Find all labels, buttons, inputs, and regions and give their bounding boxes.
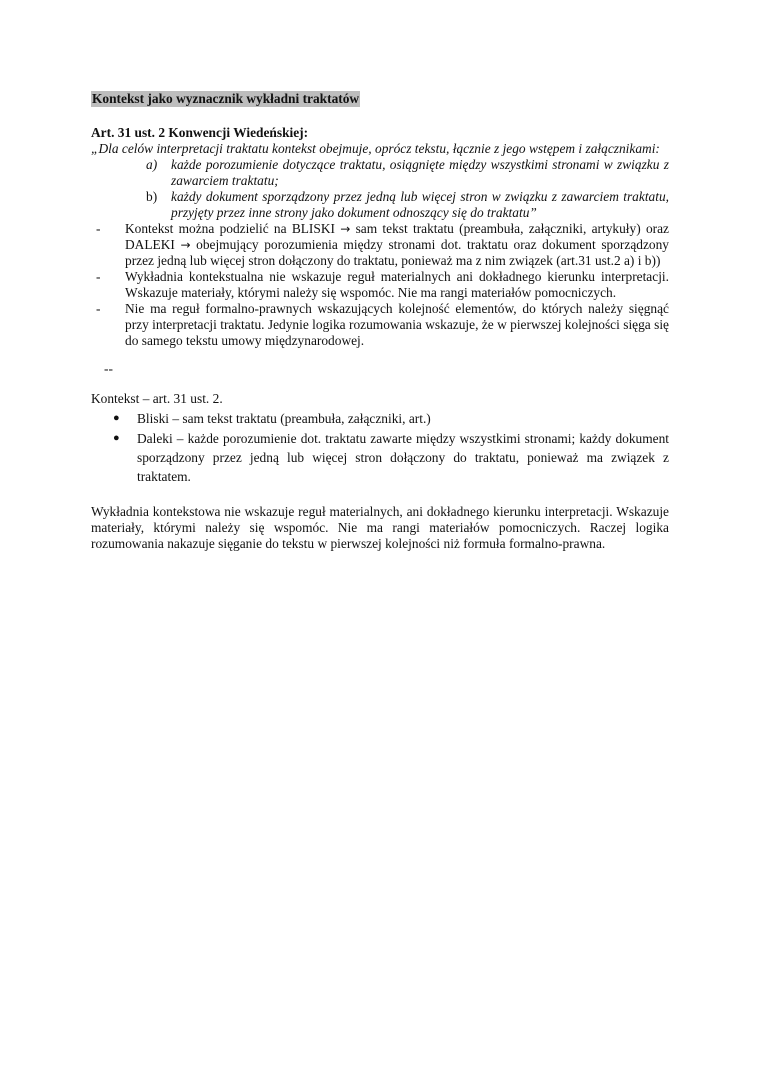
dash-item-context-division [96,221,669,269]
context-heading: Kontekst – art. 31 ust. 2. [91,391,223,406]
bullet-icon: ● [113,432,120,444]
quote-item-marker: a) [146,157,158,172]
quote-item-marker: b) [146,189,158,204]
quote-item-b [146,189,669,221]
right-arrow-icon: → [340,222,351,236]
article-heading: Art. 31 ust. 2 Konwencji Wiedeńskiej: [91,125,309,140]
dash-marker: - [96,221,101,236]
dash-text-part: obejmujący porozumienia między stronami dot. traktatu oraz dokument sporządzony przez jedną lub więcej stron dołączony do traktatu, ponieważ ma z nim związek (art.31 ust.2 a) i b)) [125,237,669,268]
document-page [91,91,669,565]
bullet-item-far [113,429,669,486]
quote-item-text: każdy dokument sporządzony przez jedną lub więcej stron w związku z zawarciem traktatu, przyjęty przez inne strony jako dokument odnoszący się do traktatu” [171,189,669,220]
quote-list [146,157,669,221]
quote-item-text: każde porozumienie dotyczące traktatu, osiągnięte między wszystkimi stronami w związku z zawarciem traktatu; [171,157,669,188]
dash-marker: - [96,301,101,316]
bullet-icon: ● [113,412,120,424]
summary-paragraph: Wykładnia kontekstowa nie wskazuje reguł materialnych, ani dokładnego kierunku interpretacji. Wskazuje materiały, którymi należy się wspomóc. Nie ma rangi materiałów pomocniczych. Raczej logika rozumowania nakazuje sięganie do tekstu w pierwszej kolejności niż formuła formalno-prawna. [91,504,669,551]
bullet-list [113,409,669,486]
section-separator: -- [104,361,113,376]
quote-item-a [146,157,669,189]
document-title: Kontekst jako wyznacznik wykładni traktatów [92,91,360,106]
dash-item-text: Wykładnia kontekstualna nie wskazuje reguł materialnych ani dokładnego kierunku interpretacji. Wskazuje materiały, którymi należy się wspomóc. Nie ma rangi materiałów pomocniczych. [125,269,669,300]
bullet-item-near [113,409,669,428]
title-row [91,91,669,107]
dash-item-contextual-interpretation [96,269,669,301]
dash-list [96,221,669,349]
bullet-item-text: Daleki – każde porozumienie dot. traktatu zawarte między wszystkimi stronami; każdy dokument sporządzony przez jedną lub więcej stron dołączony do traktatu, ponieważ ma związek z traktatem. [137,431,669,484]
dash-item-text: Nie ma reguł formalno-prawnych wskazujących kolejność elementów, do których należy sięgnąć przy interpretacji traktatu. Jedynie logika rozumowania wskazuje, że w pierwszej kolejności sięga się do samego tekstu umowy międzynarodowej. [125,301,669,348]
dash-item-no-formal-rules [96,301,669,349]
dash-text-part: Kontekst można podzielić na BLISKI [125,221,341,236]
dash-marker: - [96,269,101,284]
dash-item-text [125,221,669,269]
dash-text-part: sam tekst traktatu (preambuła, załączniki, artykuły) oraz DALEKI [125,221,669,252]
bullet-item-text: Bliski – sam tekst traktatu (preambuła, załączniki, art.) [137,411,431,426]
right-arrow-icon: → [180,238,191,252]
quote-intro: „Dla celów interpretacji traktatu kontekst obejmuje, oprócz tekstu, łącznie z jego wstępem i załącznikami: [91,141,660,156]
